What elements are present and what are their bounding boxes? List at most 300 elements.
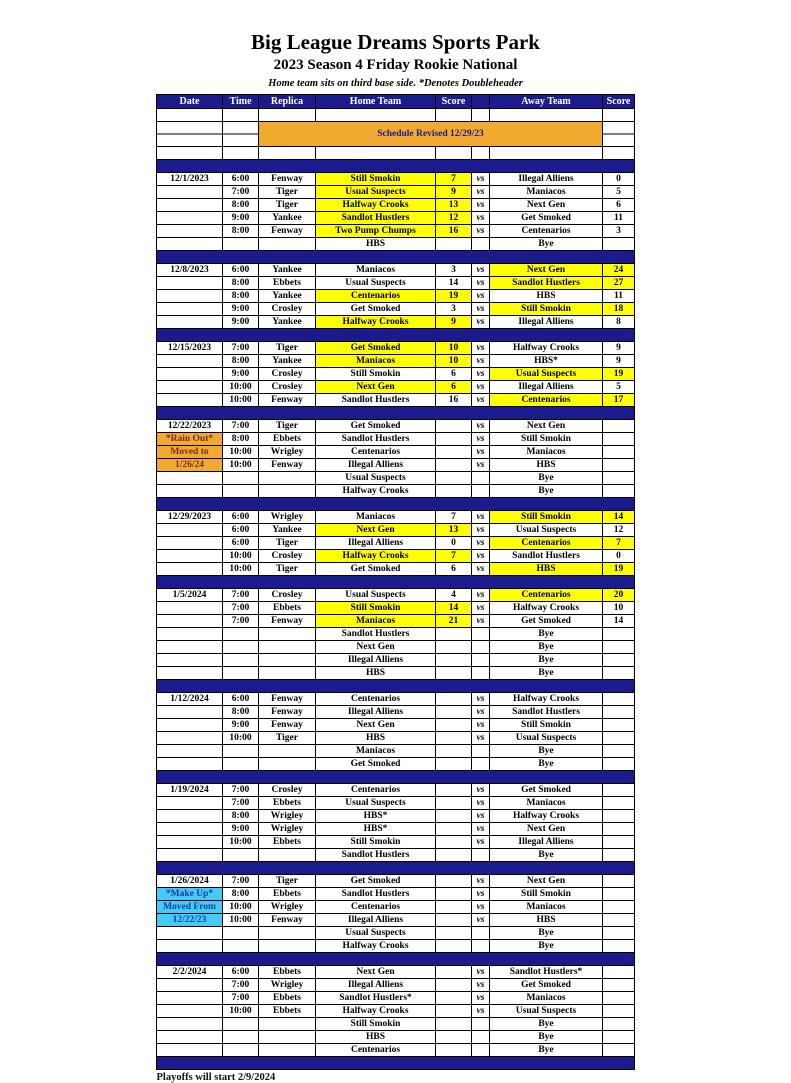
col-header-home-team: Home Team	[316, 95, 436, 109]
replica-cell: Ebbets	[259, 888, 316, 901]
time-cell: 8:00	[223, 888, 259, 901]
vs-cell: vs	[472, 381, 490, 394]
away-score-cell	[603, 927, 635, 940]
away-team-cell: Maniacos	[490, 186, 603, 199]
away-team-cell: Maniacos	[490, 901, 603, 914]
home-team-cell: HBS	[316, 667, 436, 680]
date-cell: 12/15/2023	[157, 342, 223, 355]
game-row	[157, 589, 635, 602]
vs-cell: vs	[472, 394, 490, 407]
time-cell: 10:00	[223, 381, 259, 394]
date-cell	[157, 1044, 223, 1057]
replica-cell: Tiger	[259, 186, 316, 199]
away-score-cell	[603, 719, 635, 732]
home-team-cell: Sandlot Hustlers	[316, 849, 436, 862]
game-row	[157, 693, 635, 706]
vs-cell: vs	[472, 732, 490, 745]
away-score-cell	[603, 693, 635, 706]
time-cell	[223, 745, 259, 758]
game-row	[157, 966, 635, 979]
vs-cell	[472, 667, 490, 680]
home-score-cell	[436, 1044, 472, 1057]
date-cell	[157, 524, 223, 537]
date-cell	[157, 303, 223, 316]
away-score-cell: 5	[603, 186, 635, 199]
home-score-cell	[436, 147, 472, 160]
away-score-cell	[603, 706, 635, 719]
game-row	[157, 303, 635, 316]
time-cell	[223, 238, 259, 251]
replica-cell: Ebbets	[259, 992, 316, 1005]
away-team-cell: Next Gen	[490, 823, 603, 836]
away-score-cell	[603, 654, 635, 667]
home-score-cell: 13	[436, 524, 472, 537]
home-score-cell	[436, 810, 472, 823]
time-cell: 10:00	[223, 901, 259, 914]
away-score-cell	[603, 122, 635, 147]
home-score-cell: 14	[436, 602, 472, 615]
bye-row	[157, 654, 635, 667]
date-cell	[157, 836, 223, 849]
time-cell	[223, 109, 259, 122]
date-cell	[157, 563, 223, 576]
date-cell	[157, 667, 223, 680]
game-row	[157, 992, 635, 1005]
home-score-cell: 7	[436, 550, 472, 563]
away-team-cell	[490, 109, 603, 122]
vs-cell: vs	[472, 901, 490, 914]
away-team-cell: Halfway Crooks	[490, 602, 603, 615]
vs-cell: vs	[472, 615, 490, 628]
vs-cell: vs	[472, 810, 490, 823]
game-row	[157, 706, 635, 719]
home-score-cell	[436, 797, 472, 810]
replica-cell: Yankee	[259, 316, 316, 329]
home-team-cell: Sandlot Hustlers	[316, 433, 436, 446]
time-cell	[223, 628, 259, 641]
divider-cell	[157, 576, 635, 589]
vs-cell: vs	[472, 199, 490, 212]
game-row	[157, 277, 635, 290]
replica-cell: Crosley	[259, 303, 316, 316]
home-score-cell	[436, 706, 472, 719]
vs-cell: vs	[472, 303, 490, 316]
away-score-cell	[603, 732, 635, 745]
divider-row	[157, 1057, 635, 1070]
vs-cell: vs	[472, 875, 490, 888]
home-team-cell: Halfway Crooks	[316, 1005, 436, 1018]
date-cell	[157, 940, 223, 953]
home-score-cell	[436, 875, 472, 888]
away-score-cell	[603, 628, 635, 641]
away-team-cell: Bye	[490, 1018, 603, 1031]
away-score-cell: 27	[603, 277, 635, 290]
home-score-cell	[436, 459, 472, 472]
replica-cell: Yankee	[259, 212, 316, 225]
home-team-cell: Maniacos	[316, 745, 436, 758]
time-cell: 10:00	[223, 394, 259, 407]
vs-cell: vs	[472, 446, 490, 459]
divider-row	[157, 160, 635, 173]
replica-cell: Tiger	[259, 420, 316, 433]
time-cell: 9:00	[223, 719, 259, 732]
home-team-cell	[316, 147, 436, 160]
replica-cell	[259, 940, 316, 953]
bye-row	[157, 1044, 635, 1057]
home-score-cell: 21	[436, 615, 472, 628]
replica-cell: Crosley	[259, 368, 316, 381]
time-cell: 7:00	[223, 615, 259, 628]
away-team-cell: Get Smoked	[490, 212, 603, 225]
away-score-cell: 3	[603, 225, 635, 238]
time-cell: 7:00	[223, 784, 259, 797]
away-team-cell: Sandlot Hustlers*	[490, 966, 603, 979]
replica-cell: Fenway	[259, 615, 316, 628]
away-score-cell: 14	[603, 615, 635, 628]
replica-cell: Tiger	[259, 537, 316, 550]
away-score-cell	[603, 1018, 635, 1031]
vs-cell: vs	[472, 719, 490, 732]
home-score-cell: 9	[436, 186, 472, 199]
home-score-cell	[436, 732, 472, 745]
replica-cell: Crosley	[259, 784, 316, 797]
away-score-cell: 17	[603, 394, 635, 407]
date-cell	[157, 823, 223, 836]
away-score-cell	[603, 797, 635, 810]
home-score-cell: 7	[436, 173, 472, 186]
vs-cell: vs	[472, 914, 490, 927]
replica-cell: Tiger	[259, 342, 316, 355]
game-row	[157, 732, 635, 745]
bye-row	[157, 641, 635, 654]
empty-row	[157, 147, 635, 160]
vs-cell: vs	[472, 888, 490, 901]
replica-cell: Crosley	[259, 550, 316, 563]
home-team-cell: Usual Suspects	[316, 277, 436, 290]
vs-cell: vs	[472, 823, 490, 836]
col-header-vs	[472, 95, 490, 109]
game-row	[157, 719, 635, 732]
bye-row	[157, 927, 635, 940]
away-score-cell	[603, 433, 635, 446]
bye-row	[157, 758, 635, 771]
game-row	[157, 316, 635, 329]
home-score-cell	[436, 784, 472, 797]
time-cell: 7:00	[223, 589, 259, 602]
home-team-cell: Get Smoked	[316, 563, 436, 576]
date-cell	[157, 109, 223, 122]
home-team-cell: Still Smokin	[316, 602, 436, 615]
replica-cell	[259, 927, 316, 940]
away-team-cell: Maniacos	[490, 992, 603, 1005]
vs-cell: vs	[472, 550, 490, 563]
date-cell	[157, 537, 223, 550]
game-row	[157, 433, 635, 446]
home-team-cell: Get Smoked	[316, 875, 436, 888]
replica-cell: Yankee	[259, 290, 316, 303]
home-score-cell	[436, 745, 472, 758]
date-cell	[157, 277, 223, 290]
home-team-cell: Illegal Alliens	[316, 914, 436, 927]
replica-cell: Yankee	[259, 524, 316, 537]
home-score-cell	[436, 823, 472, 836]
replica-cell: Wrigley	[259, 511, 316, 524]
vs-cell	[472, 758, 490, 771]
replica-cell: Yankee	[259, 355, 316, 368]
date-cell	[157, 628, 223, 641]
banner-row	[157, 122, 635, 147]
time-cell: 7:00	[223, 602, 259, 615]
vs-cell: vs	[472, 784, 490, 797]
date-cell	[157, 472, 223, 485]
replica-cell: Fenway	[259, 459, 316, 472]
away-team-cell: Illegal Alliens	[490, 316, 603, 329]
away-team-cell: Sandlot Hustlers	[490, 550, 603, 563]
replica-cell	[259, 109, 316, 122]
home-team-cell: Still Smokin	[316, 368, 436, 381]
home-score-cell: 16	[436, 225, 472, 238]
vs-cell: vs	[472, 264, 490, 277]
divider-cell	[157, 680, 635, 693]
away-score-cell	[603, 784, 635, 797]
replica-cell: Tiger	[259, 732, 316, 745]
replica-cell: Yankee	[259, 264, 316, 277]
home-team-cell: Maniacos	[316, 264, 436, 277]
time-cell: 7:00	[223, 420, 259, 433]
divider-cell	[157, 251, 635, 264]
home-team-cell: Usual Suspects	[316, 472, 436, 485]
playoffs-note: Playoffs will start 2/9/2024	[156, 1072, 276, 1083]
away-team-cell	[490, 147, 603, 160]
away-team-cell: Centenarios	[490, 537, 603, 550]
away-team-cell: Bye	[490, 667, 603, 680]
home-score-cell	[436, 849, 472, 862]
away-score-cell	[603, 940, 635, 953]
away-score-cell	[603, 823, 635, 836]
away-team-cell: Still Smokin	[490, 719, 603, 732]
time-cell: 9:00	[223, 303, 259, 316]
vs-cell: vs	[472, 186, 490, 199]
date-cell	[157, 745, 223, 758]
game-row	[157, 186, 635, 199]
away-score-cell	[603, 745, 635, 758]
away-team-cell: Get Smoked	[490, 784, 603, 797]
home-score-cell	[436, 719, 472, 732]
divider-row	[157, 329, 635, 342]
replica-cell	[259, 485, 316, 498]
home-score-cell	[436, 836, 472, 849]
date-cell	[157, 797, 223, 810]
replica-cell: Ebbets	[259, 277, 316, 290]
away-score-cell: 6	[603, 199, 635, 212]
game-row	[157, 979, 635, 992]
home-team-cell: Usual Suspects	[316, 797, 436, 810]
date-cell	[157, 147, 223, 160]
home-score-cell	[436, 940, 472, 953]
replica-cell: Ebbets	[259, 433, 316, 446]
home-score-cell: 6	[436, 368, 472, 381]
schedule-body	[157, 109, 635, 1070]
home-score-cell: 0	[436, 537, 472, 550]
home-score-cell	[436, 758, 472, 771]
home-score-cell	[436, 914, 472, 927]
time-cell: 8:00	[223, 355, 259, 368]
game-row	[157, 901, 635, 914]
home-team-cell: Sandlot Hustlers	[316, 888, 436, 901]
vs-cell: vs	[472, 537, 490, 550]
date-cell	[157, 758, 223, 771]
home-score-cell	[436, 641, 472, 654]
time-cell: 8:00	[223, 225, 259, 238]
game-row	[157, 875, 635, 888]
away-team-cell: Still Smokin	[490, 511, 603, 524]
away-team-cell: Bye	[490, 745, 603, 758]
replica-cell: Tiger	[259, 563, 316, 576]
game-row	[157, 225, 635, 238]
time-cell: 10:00	[223, 914, 259, 927]
time-cell	[223, 758, 259, 771]
home-team-cell: Illegal Alliens	[316, 459, 436, 472]
date-cell: 12/8/2023	[157, 264, 223, 277]
date-cell: 12/1/2023	[157, 173, 223, 186]
home-score-cell	[436, 628, 472, 641]
replica-cell	[259, 758, 316, 771]
home-score-cell: 3	[436, 264, 472, 277]
time-cell: 6:00	[223, 537, 259, 550]
replica-cell: Fenway	[259, 394, 316, 407]
game-row	[157, 550, 635, 563]
vs-cell	[472, 472, 490, 485]
vs-cell: vs	[472, 433, 490, 446]
replica-cell: Fenway	[259, 719, 316, 732]
away-team-cell: Bye	[490, 927, 603, 940]
bye-row	[157, 628, 635, 641]
home-score-cell	[436, 109, 472, 122]
home-team-cell: Maniacos	[316, 615, 436, 628]
time-cell	[223, 849, 259, 862]
home-team-cell: Get Smoked	[316, 758, 436, 771]
home-score-cell	[436, 667, 472, 680]
home-team-cell: HBS	[316, 732, 436, 745]
date-cell: 2/2/2024	[157, 966, 223, 979]
replica-cell: Fenway	[259, 693, 316, 706]
vs-cell: vs	[472, 316, 490, 329]
date-cell	[157, 485, 223, 498]
away-team-cell: Centenarios	[490, 589, 603, 602]
home-score-cell	[436, 1031, 472, 1044]
replica-cell	[259, 147, 316, 160]
home-score-cell	[436, 446, 472, 459]
divider-row	[157, 680, 635, 693]
date-cell: Moved From	[157, 901, 223, 914]
time-cell: 6:00	[223, 264, 259, 277]
replica-cell: Wrigley	[259, 823, 316, 836]
home-team-cell: HBS*	[316, 810, 436, 823]
home-score-cell: 6	[436, 381, 472, 394]
vs-cell: vs	[472, 1005, 490, 1018]
away-score-cell	[603, 875, 635, 888]
game-row	[157, 420, 635, 433]
game-row	[157, 459, 635, 472]
home-team-cell: Still Smokin	[316, 836, 436, 849]
away-team-cell: HBS*	[490, 355, 603, 368]
bye-row	[157, 472, 635, 485]
date-cell	[157, 199, 223, 212]
away-team-cell: Get Smoked	[490, 979, 603, 992]
away-team-cell: Still Smokin	[490, 303, 603, 316]
vs-cell: vs	[472, 342, 490, 355]
vs-cell: vs	[472, 524, 490, 537]
home-score-cell	[436, 485, 472, 498]
date-cell: 1/26/2024	[157, 875, 223, 888]
home-team-cell: Get Smoked	[316, 342, 436, 355]
vs-cell: vs	[472, 368, 490, 381]
away-score-cell: 19	[603, 563, 635, 576]
vs-cell	[472, 1031, 490, 1044]
replica-cell: Crosley	[259, 589, 316, 602]
home-team-cell: Halfway Crooks	[316, 550, 436, 563]
away-team-cell: HBS	[490, 563, 603, 576]
page-subtitle: 2023 Season 4 Friday Rookie National	[273, 57, 518, 73]
away-score-cell: 24	[603, 264, 635, 277]
vs-cell: vs	[472, 459, 490, 472]
home-team-cell: Maniacos	[316, 355, 436, 368]
divider-row	[157, 498, 635, 511]
date-cell	[157, 212, 223, 225]
game-row	[157, 342, 635, 355]
away-score-cell: 9	[603, 342, 635, 355]
vs-cell: vs	[472, 355, 490, 368]
date-cell	[157, 654, 223, 667]
home-team-cell: Illegal Alliens	[316, 537, 436, 550]
col-header-home-score: Score	[436, 95, 472, 109]
bye-row	[157, 849, 635, 862]
home-team-cell: Illegal Alliens	[316, 706, 436, 719]
away-team-cell: Get Smoked	[490, 615, 603, 628]
home-team-cell: Centenarios	[316, 784, 436, 797]
time-cell: 6:00	[223, 511, 259, 524]
away-score-cell	[603, 849, 635, 862]
home-score-cell	[436, 1005, 472, 1018]
date-cell	[157, 1018, 223, 1031]
away-team-cell: Bye	[490, 628, 603, 641]
away-score-cell: 9	[603, 355, 635, 368]
away-score-cell: 19	[603, 368, 635, 381]
away-team-cell: Usual Suspects	[490, 524, 603, 537]
home-team-cell	[316, 109, 436, 122]
game-row	[157, 511, 635, 524]
replica-cell: Tiger	[259, 199, 316, 212]
away-team-cell: Bye	[490, 485, 603, 498]
time-cell: 8:00	[223, 810, 259, 823]
home-team-cell: Next Gen	[316, 966, 436, 979]
date-cell: 1/5/2024	[157, 589, 223, 602]
date-cell: Moved to	[157, 446, 223, 459]
vs-cell: vs	[472, 693, 490, 706]
date-cell	[157, 641, 223, 654]
away-score-cell	[603, 446, 635, 459]
home-team-cell: Next Gen	[316, 719, 436, 732]
home-score-cell: 10	[436, 342, 472, 355]
away-score-cell: 11	[603, 212, 635, 225]
game-row	[157, 212, 635, 225]
game-row	[157, 524, 635, 537]
replica-cell	[259, 667, 316, 680]
home-score-cell	[436, 901, 472, 914]
home-score-cell	[436, 433, 472, 446]
replica-cell	[259, 849, 316, 862]
home-team-cell: HBS*	[316, 823, 436, 836]
